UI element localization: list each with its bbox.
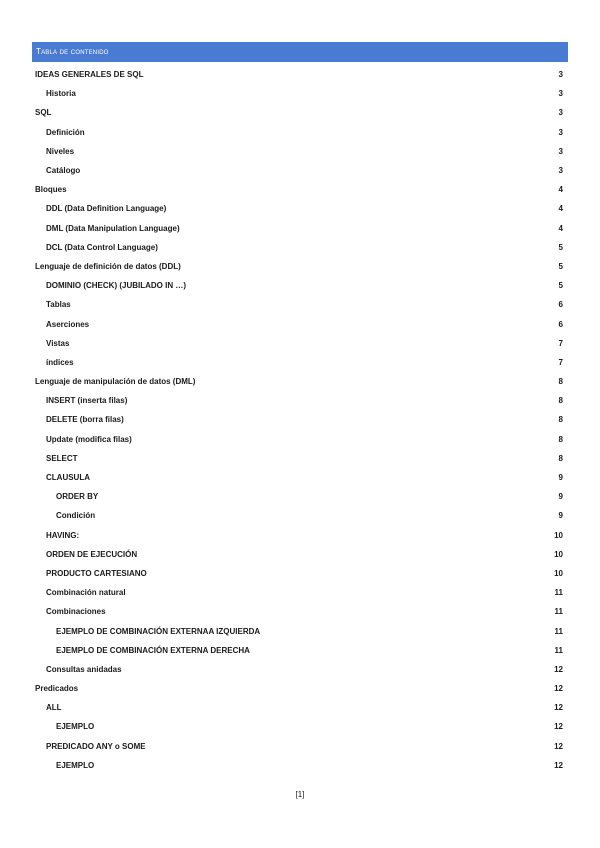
toc-entry[interactable] [35,583,563,602]
toc-entry[interactable] [35,602,563,621]
toc-entry-title: Vistas [46,338,70,348]
toc-entry-page: 8 [558,415,563,425]
toc-entry[interactable] [35,717,563,736]
toc-entry[interactable] [35,487,563,506]
toc-entry-title: PREDICADO ANY o SOME [46,741,146,751]
toc-entry-page: 11 [554,645,563,655]
toc-entry[interactable] [35,276,563,295]
toc-entry-page: 11 [554,588,563,598]
toc-entry[interactable] [35,142,563,161]
toc-entry-title: Niveles [46,146,75,156]
toc-entry[interactable] [35,545,563,564]
toc-entry-page: 12 [554,684,563,694]
toc-entry[interactable] [35,161,563,180]
toc-entry-page: 9 [558,511,563,521]
toc-entry[interactable] [35,410,563,429]
toc-entry-title: SELECT [46,453,78,463]
toc-list [35,65,563,775]
toc-entry-title: ALL [46,703,62,713]
toc-entry-title: SQL [35,108,52,118]
toc-entry-title: Condición [56,511,96,521]
toc-entry[interactable] [35,199,563,218]
toc-entry[interactable] [35,430,563,449]
toc-entry[interactable] [35,84,563,103]
toc-entry[interactable] [35,641,563,660]
toc-entry-page: 12 [554,741,563,751]
toc-entry-page: 11 [554,607,563,617]
toc-entry[interactable] [35,314,563,333]
toc-entry-page: 6 [558,319,563,329]
toc-entry[interactable] [35,353,563,372]
toc-entry[interactable] [35,65,563,84]
toc-entry-title: HAVING: [46,530,80,540]
toc-entry[interactable] [35,506,563,525]
toc-entry[interactable] [35,372,563,391]
toc-entry-title: DDL (Data Definition Language) [46,204,167,214]
toc-entry-title: EJEMPLO [56,722,95,732]
toc-entry-title: CLAUSULA [46,473,90,483]
toc-entry-page: 5 [558,261,563,271]
toc-entry[interactable] [35,123,563,142]
toc-entry-title: DELETE (borra filas) [46,415,124,425]
toc-entry[interactable] [35,756,563,775]
toc-entry-page: 7 [558,338,563,348]
toc-entry[interactable] [35,737,563,756]
toc-entry-page: 3 [558,166,563,176]
toc-entry-title: Update (modifica filas) [46,434,132,444]
toc-entry[interactable] [35,660,563,679]
toc-entry-title: Predicados [35,684,79,694]
toc-entry-title: Consultas anidadas [46,664,122,674]
toc-entry-title: Historia [46,89,76,99]
toc-entry[interactable] [35,564,563,583]
toc-entry-page: 5 [558,242,563,252]
toc-entry-title: EJEMPLO DE COMBINACIÓN EXTERNA DERECHA [56,645,250,655]
toc-entry-page: 6 [558,300,563,310]
page-number: [1] [295,790,305,799]
toc-entry-title: IDEAS GENERALES DE SQL [35,70,144,80]
toc-entry-title: DCL (Data Control Language) [46,242,158,252]
toc-entry-page: 8 [558,453,563,463]
toc-entry-title: EJEMPLO [56,760,95,770]
toc-entry-title: ORDEN DE EJECUCIÓN [46,549,138,559]
toc-entry-title: DML (Data Manipulation Language) [46,223,180,233]
toc-entry-title: Combinaciones [46,607,106,617]
toc-entry-page: 4 [558,223,563,233]
toc-entry[interactable] [35,257,563,276]
toc-entry-page: 4 [558,185,563,195]
toc-entry-title: Definición [46,127,85,137]
toc-entry-page: 12 [554,664,563,674]
toc-entry-page: 4 [558,204,563,214]
toc-entry-title: Combinación natural [46,588,126,598]
toc-header: Tabla de contenido [32,42,568,62]
toc-entry-page: 3 [558,127,563,137]
toc-entry-title: Catálogo [46,166,81,176]
toc-entry[interactable] [35,449,563,468]
toc-entry-page: 3 [558,89,563,99]
toc-entry-title: ORDER BY [56,492,99,502]
toc-entry-page: 8 [558,434,563,444]
toc-entry-title: EJEMPLO DE COMBINACIÓN EXTERNAA IZQUIERDA [56,626,261,636]
toc-entry-title: Bloques [35,185,67,195]
toc-entry-title: PRODUCTO CARTESIANO [46,568,147,578]
toc-entry-page: 9 [558,492,563,502]
toc-entry[interactable] [35,526,563,545]
toc-entry[interactable] [35,391,563,410]
toc-entry-page: 9 [558,473,563,483]
toc-entry-page: 8 [558,396,563,406]
toc-entry[interactable] [35,679,563,698]
toc-entry[interactable] [35,698,563,717]
toc-entry-page: 5 [558,281,563,291]
toc-entry[interactable] [35,295,563,314]
toc-entry-page: 12 [554,722,563,732]
toc-entry-title: Lenguaje de manipulación de datos (DML) [35,377,196,387]
toc-entry-title: INSERT (inserta filas) [46,396,128,406]
toc-entry-title: Tablas [46,300,71,310]
toc-entry-page: 10 [554,530,563,540]
toc-entry[interactable] [35,621,563,640]
toc-entry-page: 11 [554,626,563,636]
toc-entry[interactable] [35,180,563,199]
toc-entry[interactable] [35,468,563,487]
toc-entry[interactable] [35,238,563,257]
toc-entry-page: 8 [558,377,563,387]
toc-entry-page: 3 [558,108,563,118]
toc-entry-title: Aserciones [46,319,90,329]
toc-entry-page: 3 [558,70,563,80]
toc-entry-page: 12 [554,760,563,770]
toc-entry-title: Lenguaje de definición de datos (DDL) [35,261,181,271]
toc-entry-page: 7 [558,357,563,367]
toc-entry-page: 10 [554,568,563,578]
toc-entry[interactable] [35,103,563,122]
toc-entry[interactable] [35,334,563,353]
toc-entry-page: 3 [558,146,563,156]
toc-entry-title: DOMINIO (CHECK) (JUBILADO IN …) [46,281,186,291]
toc-entry[interactable] [35,219,563,238]
toc-entry-page: 10 [554,549,563,559]
toc-entry-page: 12 [554,703,563,713]
toc-entry-title: índices [46,357,74,367]
